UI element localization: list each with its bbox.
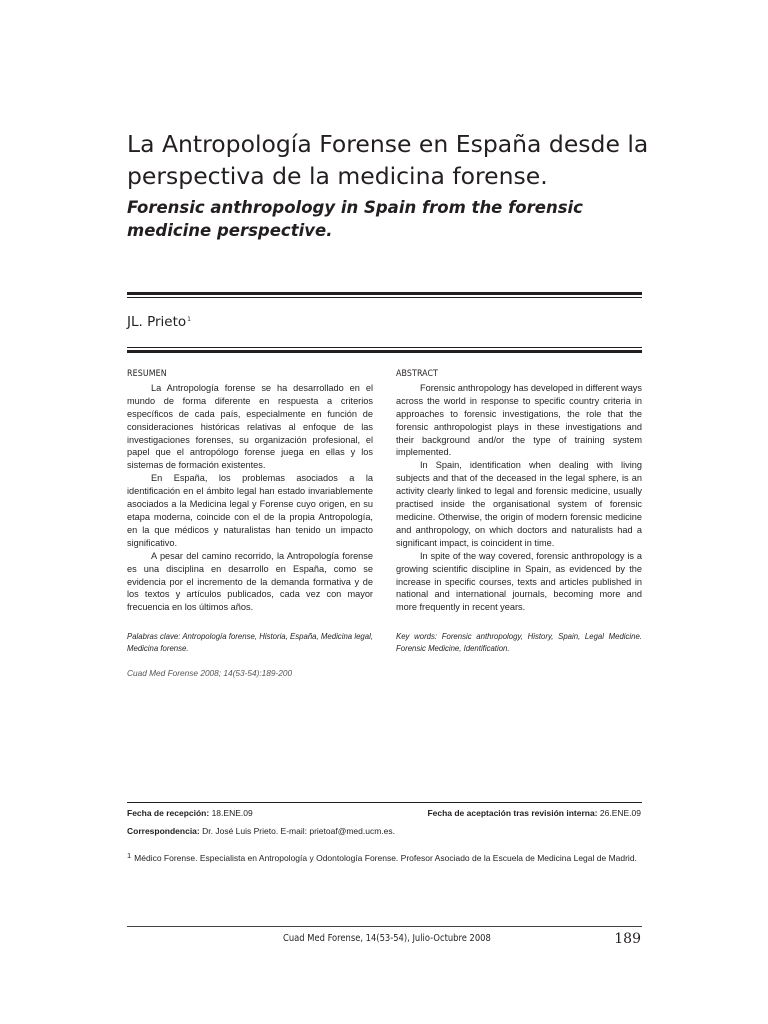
resumen-heading: RESUMEN <box>127 369 167 379</box>
spanish-keywords: Palabras clave: Antropología forense, Historia, España, Medicina legal, Medicina forense. <box>127 632 373 653</box>
author-affiliation-mark: 1 <box>187 316 191 323</box>
resumen-column <box>127 368 373 614</box>
resumen-paragraph: La Antropología forense se ha desarrollado en el mundo de forma diferente en respuesta a criterios específicos de cada país, especialmente en función de consideraciones históricas relativas al enfoque de las investigaciones forenses, su organización profesional, el papel que el antropólogo forense juega en ellas y los sistemas de formación existentes. <box>127 382 373 471</box>
accepted-label: Fecha de aceptación tras revisión interna: <box>427 808 598 818</box>
footnote-mark: 1 <box>127 851 132 860</box>
header-rule-top-thin <box>127 297 642 298</box>
abstract-heading: ABSTRACT <box>396 369 439 379</box>
received-label: Fecha de recepción: <box>127 808 210 818</box>
resumen-paragraph: En España, los problemas asociados a la identificación en el ámbito legal han estado invariablemente asociados a la Medicina legal y Forense cuyo origen, en su etapa moderna, coincide con el de la propia Antropología, en la que médicos y naturalistas han tenido un impacto significativo. <box>127 473 373 548</box>
author-name: JL. Prieto <box>127 314 187 330</box>
author-rule-thick <box>127 350 642 353</box>
correspondence-value: Dr. José Luis Prieto. E-mail: prietoaf@med.ucm.es. <box>202 826 395 836</box>
page-number: 189 <box>614 931 641 947</box>
received-date <box>127 808 253 818</box>
author-line <box>127 314 191 330</box>
affiliation-footnote <box>127 850 642 864</box>
author-rule-thin <box>127 347 642 348</box>
abstract-paragraph: In spite of the way covered, forensic anthropology is a growing scientific discipline in Spain, as evidenced by the increase in specific courses, texts and articles published in national and international journals, becoming more and more frequently in recent years. <box>396 550 642 613</box>
footer-rule <box>127 926 642 927</box>
received-value: 18.ENE.09 <box>211 808 253 818</box>
english-keywords: Key words: Forensic anthropology, History, Spain, Legal Medicine. Forensic Medicine, Identification. <box>396 632 642 653</box>
resumen-paragraph: A pesar del camino recorrido, la Antropología forense es una disciplina en desarrollo en España, como se evidencia por el incremento de la demanda formativa y de los textos y artículos publicados, cada vez con mayor frecuencia en los últimos años. <box>127 550 373 613</box>
abstract-paragraph: In Spain, identification when dealing with living subjects and that of the deceased in the legal sphere, is an activity clearly linked to legal and forensic medicine, usually practised inside the organisational system of forensic medicine. Otherwise, the origin of modern forensic medicine and anthropology, on which doctors and naturalists had a significant impact, is coincident in time. <box>396 460 642 548</box>
article-title-english: Forensic anthropology in Spain from the forensic medicine perspective. <box>127 198 583 240</box>
correspondence-label: Correspondencia: <box>127 826 200 836</box>
running-footer: Cuad Med Forense, 14(53-54), Julio-Octubre 2008 <box>283 933 491 944</box>
header-rule-top <box>127 292 642 295</box>
correspondence <box>127 826 395 836</box>
abstract-paragraph: Forensic anthropology has developed in different ways across the world in response to specific country criteria in approaches to forensic investigations, the role that the forensic anthropologist plays in these investigations and their background and/or the type of training system implemented. <box>396 382 642 458</box>
accepted-date <box>427 808 641 818</box>
article-title-spanish: La Antropología Forense en España desde la perspectiva de la medicina forense. <box>127 130 649 190</box>
abstract-column <box>396 368 642 614</box>
citation-line: Cuad Med Forense 2008; 14(53-54):189-200 <box>127 668 293 678</box>
metadata-rule <box>127 802 642 803</box>
footnote-text: Médico Forense. Especialista en Antropología y Odontología Forense. Profesor Asociado de la Escuela de Medicina Legal de Madrid. <box>134 853 637 863</box>
accepted-value: 26.ENE.09 <box>599 808 641 818</box>
